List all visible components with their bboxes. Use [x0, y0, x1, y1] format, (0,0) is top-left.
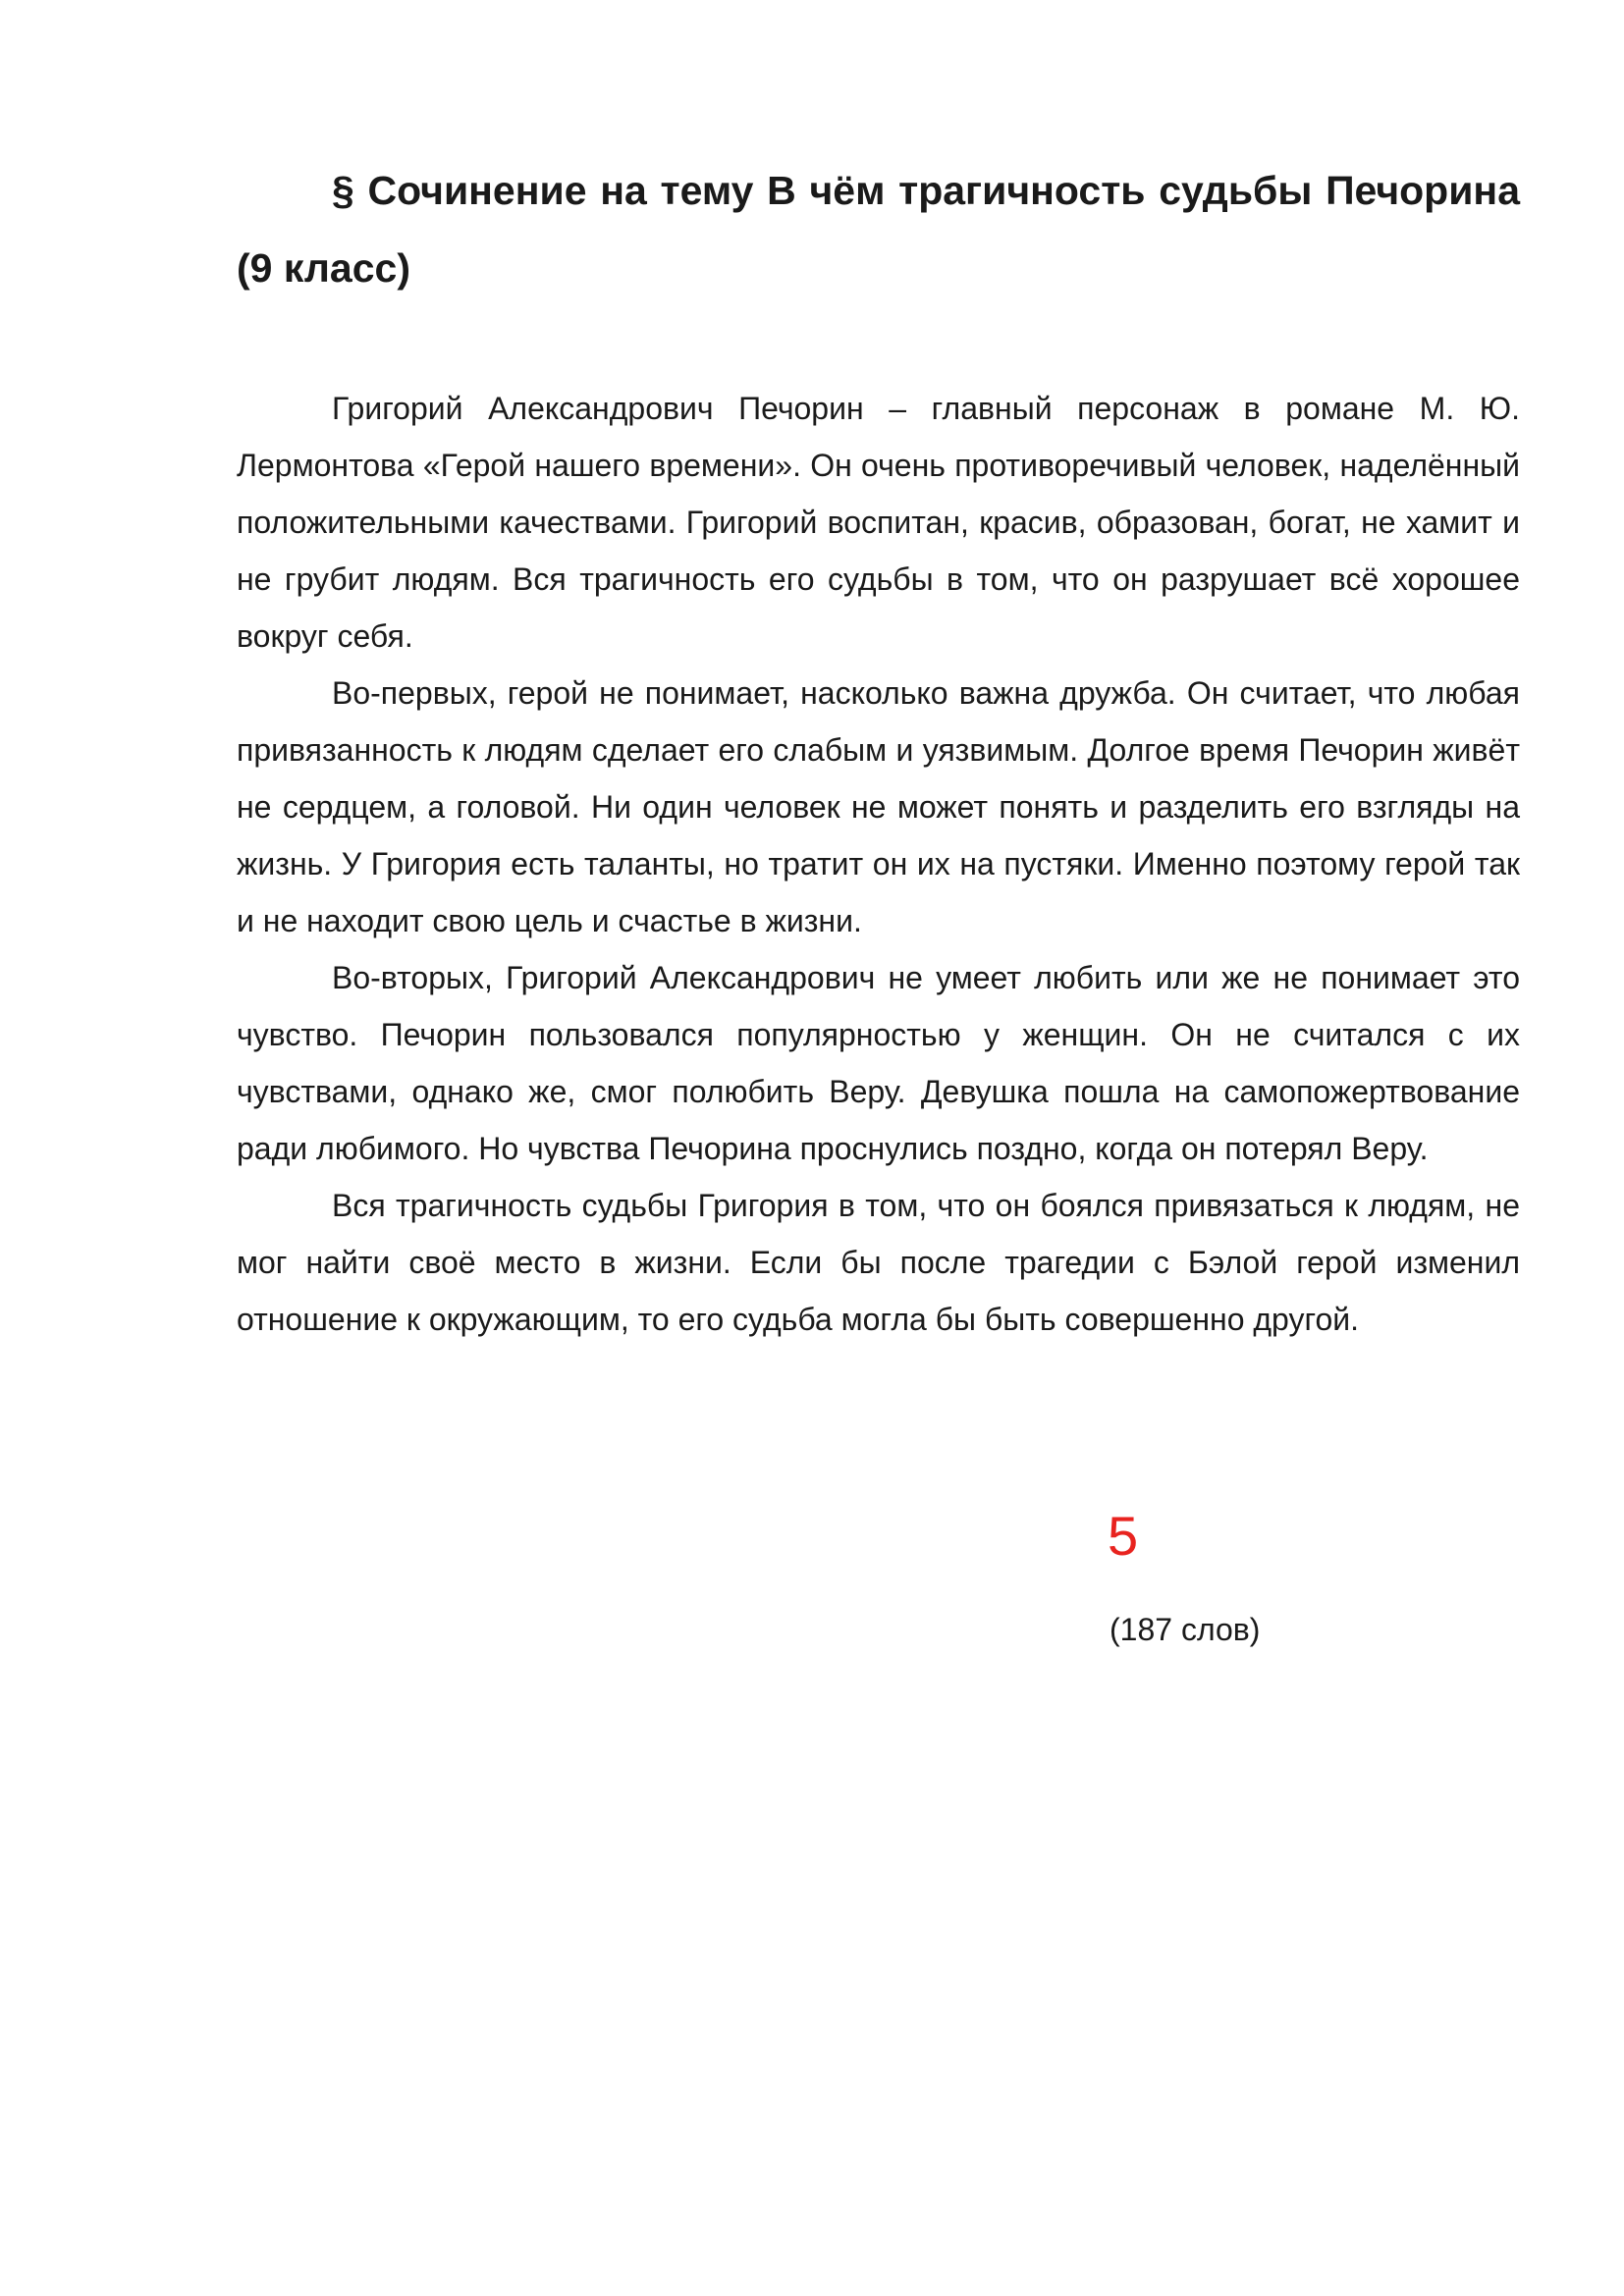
- essay-paragraph-4: Вся трагичность судьбы Григория в том, что он боялся привязаться к людям, не мог найти своё место в жизни. Если бы после трагедии с Бэлой герой изменил отношение к окружающим, то его судьба могла бы быть совершенно другой.: [237, 1188, 1520, 1337]
- grade-mark: 5: [1108, 1505, 1139, 1567]
- essay-paragraph-3: Во-вторых, Григорий Александрович не умеет любить или же не понимает это чувство. Печорин пользовался популярностью у женщин. Он не считался с их чувствами, однако же, смог полюбить Веру. Девушка пошла на самопожертвование ради любимого. Но чувства Печорина проснулись поздно, когда он потерял Веру.: [237, 960, 1520, 1166]
- essay-page: [237, 152, 1520, 1348]
- essay-body: [237, 380, 1520, 1348]
- essay-paragraph-1: Григорий Александрович Печорин – главный персонаж в романе М. Ю. Лермонтова «Герой нашего времени». Он очень противоречивый человек, наделённый положительными качествами. Григорий воспитан, красив, образован, богат, не хамит и не грубит людям. Вся трагичность его судьбы в том, что он разрушает всё хорошее вокруг себя.: [237, 391, 1520, 654]
- word-count: (187 слов): [1110, 1612, 1261, 1647]
- essay-paragraph-2: Во-первых, герой не понимает, насколько важна дружба. Он считает, что любая привязанность к людям сделает его слабым и уязвимым. Долгое время Печорин живёт не сердцем, а головой. Ни один человек не может понять и разделить его взгляды на жизнь. У Григория есть таланты, но тратит он их на пустяки. Именно поэтому герой так и не находит свою цель и счастье в жизни.: [237, 675, 1520, 938]
- essay-title: § Сочинение на тему В чём трагичность судьбы Печорина (9 класс): [237, 168, 1520, 291]
